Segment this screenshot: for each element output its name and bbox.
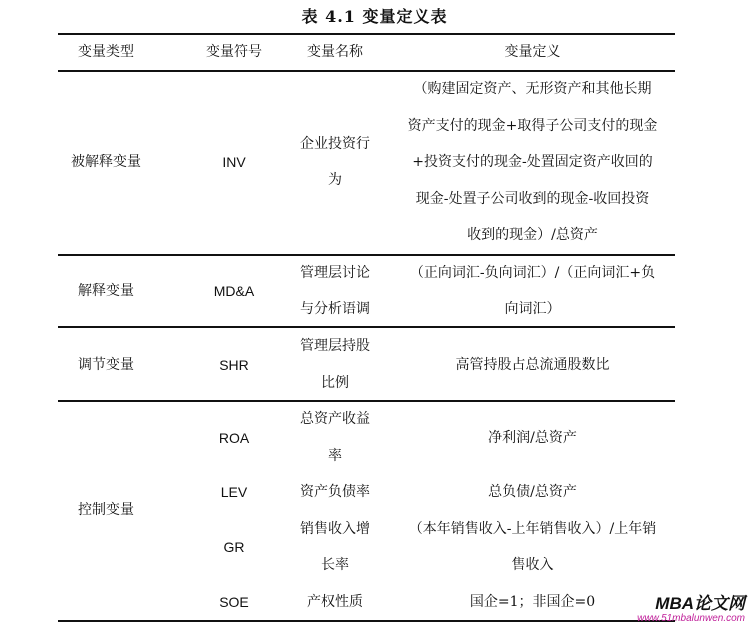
row-symbol-roa: ROA bbox=[218, 430, 250, 446]
row-name-line: 销售收入增 bbox=[300, 521, 370, 537]
row-name-line: 资产负债率 bbox=[300, 484, 370, 500]
header-definition: 变量定义 bbox=[504, 44, 561, 60]
row-name-line: 企业投资行 bbox=[300, 136, 370, 152]
row-name-line: 管理层持股 bbox=[300, 338, 370, 354]
row-definition-line: 国企=1；非国企=0 bbox=[469, 594, 596, 610]
row-definition-line: 向词汇） bbox=[504, 301, 561, 317]
row-name-line: 率 bbox=[328, 448, 342, 464]
row-type-dependent: 被解释变量 bbox=[71, 154, 141, 170]
row-definition-line: 收到的现金）/总资产 bbox=[467, 227, 598, 243]
row-symbol-shr: SHR bbox=[219, 357, 249, 373]
row-name-line: 管理层讨论 bbox=[300, 265, 370, 281]
row-symbol-soe: SOE bbox=[219, 594, 249, 610]
row-definition-line: （正向词汇-负向词汇）/（正向词汇+负 bbox=[409, 265, 656, 281]
row-type-explanatory: 解释变量 bbox=[78, 283, 134, 299]
header-symbol: 变量符号 bbox=[206, 44, 262, 60]
watermark-url: www.51mbalunwen.com bbox=[637, 613, 745, 624]
row-symbol-lev: LEV bbox=[220, 484, 248, 500]
row-definition-line: +投资支付的现金-处置固定资产收回的 bbox=[412, 154, 653, 170]
row-type-moderating: 调节变量 bbox=[78, 357, 134, 373]
row-name-line: 比例 bbox=[321, 375, 349, 391]
row-definition-line: （购建固定资产、无形资产和其他长期 bbox=[413, 81, 652, 97]
row-definition-line: 资产支付的现金+取得子公司支付的现金 bbox=[407, 118, 658, 134]
row-name-line: 为 bbox=[328, 172, 342, 188]
row-definition-line: 售收入 bbox=[511, 557, 554, 573]
row-name-line: 长率 bbox=[321, 557, 349, 573]
header-type: 变量类型 bbox=[78, 44, 134, 60]
site-watermark bbox=[637, 595, 745, 625]
row-definition-line: 现金-处置子公司收到的现金-收回投资 bbox=[415, 191, 650, 207]
row-symbol-gr: GR bbox=[223, 539, 245, 555]
row-name-line: 产权性质 bbox=[307, 594, 363, 610]
row-definition-line: 高管持股占总流通股数比 bbox=[455, 357, 610, 373]
row-definition-line: （本年销售收入-上年销售收入）/上年销 bbox=[408, 521, 657, 537]
row-symbol-mda: MD&A bbox=[213, 283, 255, 299]
row-name-line: 总资产收益 bbox=[300, 411, 370, 427]
table-bottom-rule bbox=[58, 620, 675, 622]
row-symbol-inv: INV bbox=[222, 154, 246, 170]
watermark-brand: MBA论文网 bbox=[655, 594, 745, 613]
header-name: 变量名称 bbox=[307, 44, 363, 60]
row-definition-line: 净利润/总资产 bbox=[488, 430, 577, 446]
row-definition-line: 总负债/总资产 bbox=[488, 484, 577, 500]
row-name-line: 与分析语调 bbox=[300, 301, 370, 317]
table-caption: 表 4.1 变量定义表 bbox=[301, 7, 448, 26]
row-type-control: 控制变量 bbox=[78, 502, 134, 518]
